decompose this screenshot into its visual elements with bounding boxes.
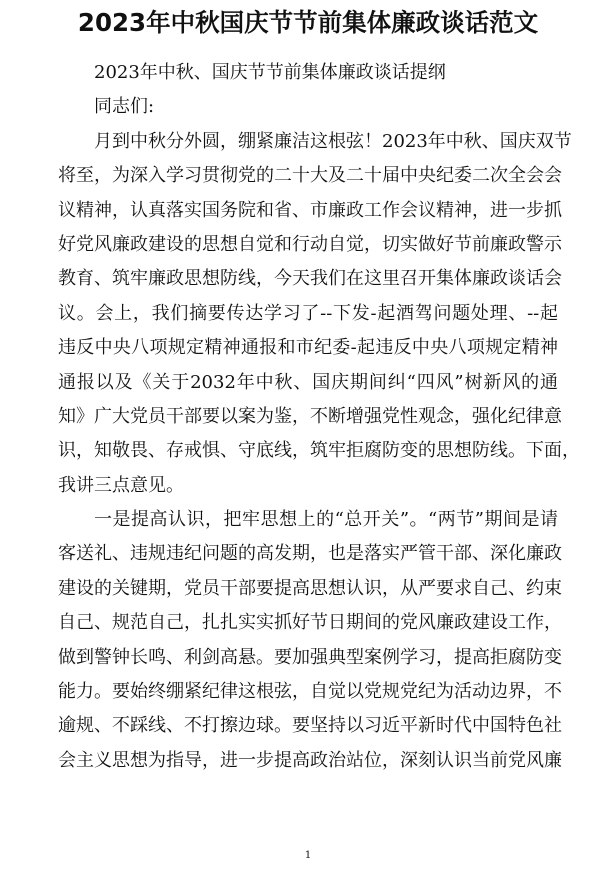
paragraph-line: 能力。要始终绷紧纪律这根弦，自觉以党规党纪为活动边界，不 (58, 681, 562, 703)
paragraph-line: 月到中秋分外圆，绷紧廉洁这根弦！2023年中秋、国庆双节 (94, 130, 572, 152)
paragraph-line: 违反中央八项规定精神通报和市纪委-起违反中央八项规定精神 (58, 337, 558, 359)
paragraph-line: 会主义思想为指导，进一步提高政治站位，深刻认识当前党风廉 (58, 749, 562, 771)
document-subtitle: 2023年中秋、国庆节节前集体廉政谈话提纲 (94, 62, 446, 83)
paragraph-line: 我讲三点意见。 (58, 474, 184, 496)
paragraph-1 (58, 125, 580, 503)
page-title: 2023年中秋国庆节节前集体廉政谈话范文 (77, 8, 539, 37)
paragraph-line: 教育、筑牢廉政思想防线，今天我们在这里召开集体廉政谈话会 (58, 268, 562, 290)
paragraph-line: 议。会上，我们摘要传达学习了--下发-起酒驾问题处理、--起 (58, 302, 558, 324)
paragraph-line: 通报以及《关于2032年中秋、国庆期间纠“四风”树新风的通 (58, 371, 558, 393)
document-body (58, 56, 580, 778)
paragraph-line: 识，知敬畏、存戒惧、守底线，筑牢拒腐防变的思想防线。下面， (58, 440, 580, 462)
paragraph-line: 好党风廉政建设的思想自觉和行动自觉，切实做好节前廉政警示 (58, 233, 562, 255)
salutation: 同志们: (94, 96, 155, 118)
paragraph-2 (58, 503, 562, 778)
page-number: 1 (304, 850, 312, 861)
paragraph-line: 知》广大党员干部要以案为鉴，不断增强党性观念，强化纪律意 (58, 405, 562, 427)
paragraph-line: 将至，为深入学习贯彻党的二十大及二十届中央纪委二次全会会 (58, 165, 562, 187)
paragraph-line: 做到警钟长鸣、利剑高悬。要加强典型案例学习，提高拒腐防变 (58, 646, 562, 668)
paragraph-line: 逾规、不踩线、不打擦边球。要坚持以习近平新时代中国特色社 (58, 715, 562, 737)
paragraph-line: 客送礼、违规违纪问题的高发期，也是落实严管干部、深化廉政 (58, 543, 562, 565)
paragraph-line: 议精神，认真落实国务院和省、市廉政工作会议精神，进一步抓 (58, 199, 562, 221)
paragraph-line: 一是提高认识，把牢思想上的“总开关”。“两节”期间是请 (94, 509, 558, 531)
paragraph-line: 建设的关键期，党员干部要提高思想认识，从严要求自己、约束 (58, 577, 562, 599)
paragraph-line: 自己、规范自己，扎扎实实抓好节日期间的党风廉政建设工作， (58, 612, 562, 634)
